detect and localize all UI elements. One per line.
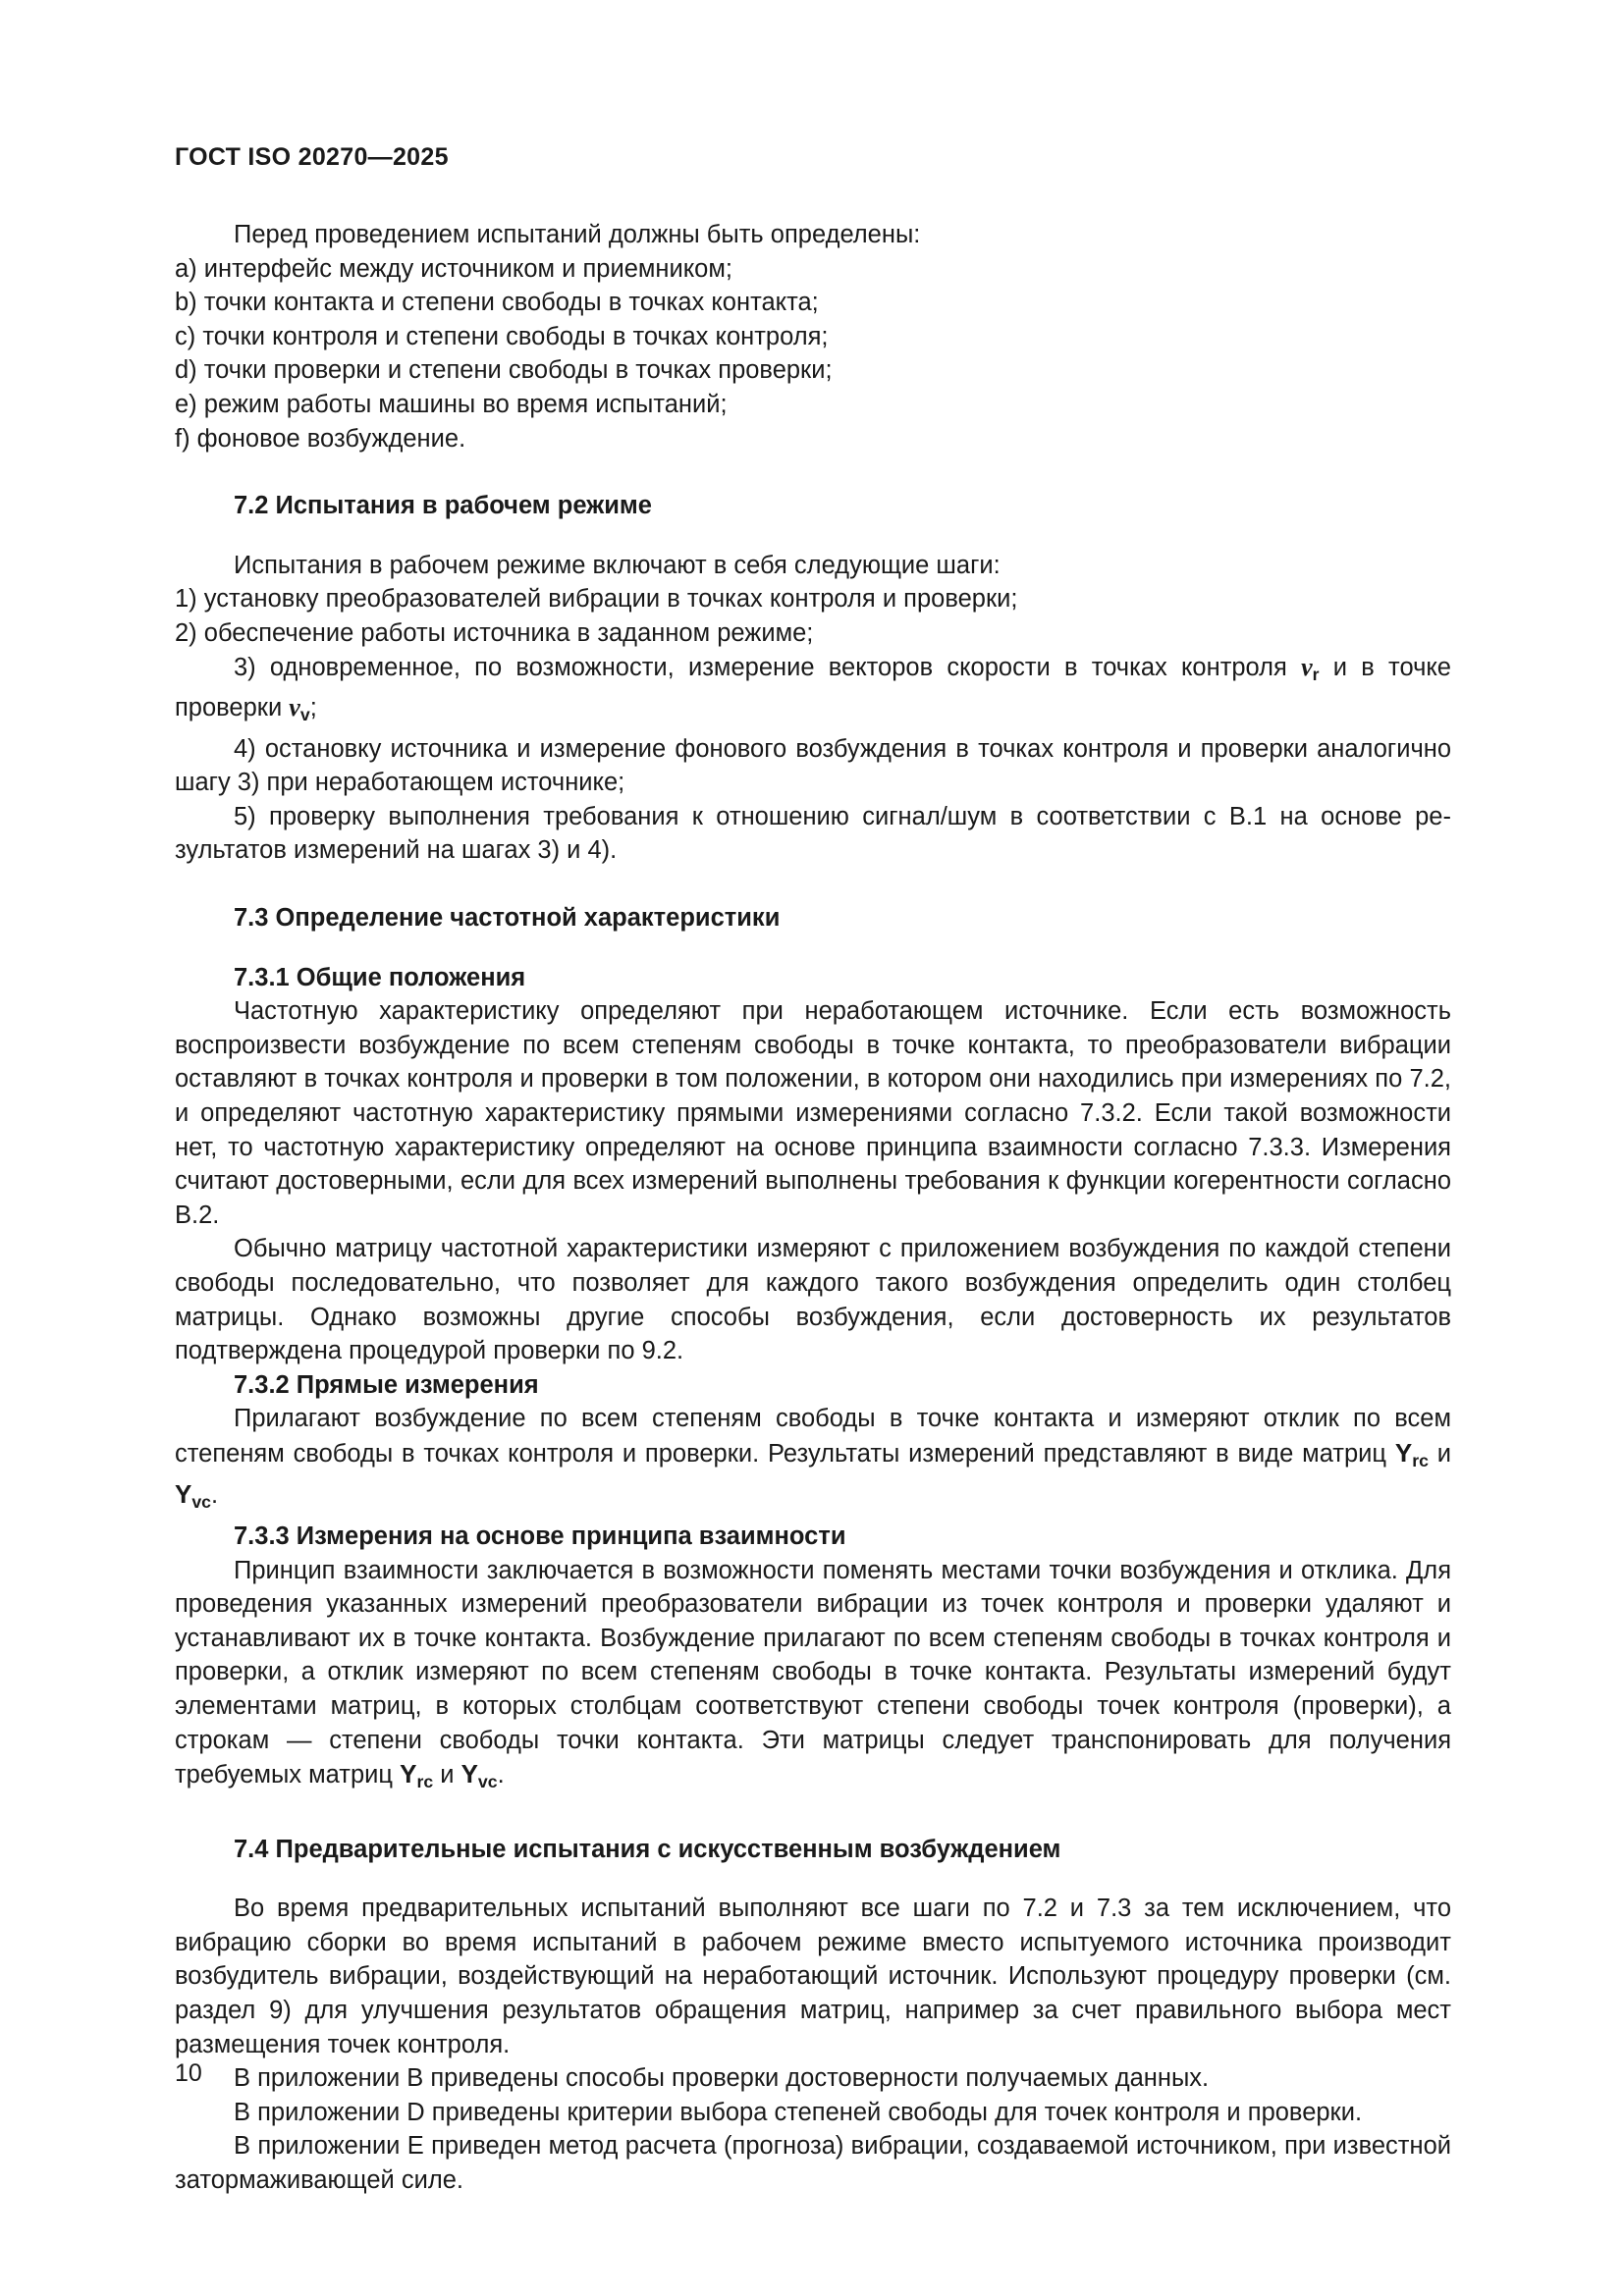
- paragraph-7-3-3: [175, 1554, 1451, 1799]
- matrix-y-rc: $Y_{rc}$: [400, 1759, 434, 1792]
- heading-7-2: 7.2 Испытания в рабочем режиме: [234, 492, 652, 520]
- paragraph-7-3-2: [175, 1402, 1451, 1520]
- sentence-period: .: [497, 1761, 505, 1789]
- list-item: f) фоновое возбуждение.: [175, 424, 466, 453]
- list-item: b) точки контакта и степени свободы в точках контакта;: [175, 289, 819, 317]
- list-item: c) точки контроля и степени свободы в точках контроля;: [175, 322, 829, 350]
- heading-7-3-1: 7.3.1 Общие положения: [234, 963, 526, 991]
- step3-text-a: 3) одновременное, по возможности, измерение векторов скорости в точках контроля: [234, 653, 1302, 681]
- heading-7-3-2: 7.3.2 Прямые измерения: [234, 1370, 539, 1399]
- intro-block: [175, 218, 1451, 455]
- step3-text-c: ;: [309, 694, 317, 722]
- running-header: ГОСТ ISO 20270—2025: [175, 143, 449, 171]
- list-item-step5: 5) проверку выполнения требования к отношению сигнал/шум в соответствии с B.1 на основе результатов измерений на шагах 3) и 4).: [175, 802, 1451, 865]
- intro-lead: Перед проведением испытаний должны быть определены:: [234, 221, 921, 248]
- paragraph-annex-d: В приложении D приведены критерии выбора степеней свободы для точек контроля и проверки.: [234, 2098, 1363, 2126]
- conjunction: и: [433, 1761, 461, 1789]
- heading-7-3: 7.3 Определение частотной характеристики: [234, 903, 781, 932]
- matrix-y-vc: $Y_{vc}$: [175, 1479, 212, 1513]
- section-7-2-steps: [175, 549, 1451, 651]
- para-7-3-3-text: Принцип взаимности заключается в возможности поменять местами точки возбуждения и отклика. Для проведения указанных измерений преобразователи вибрации из точек контроля и проверки удаляют и устанавливают их в точке контакта. Возбуждение прилагают по всем степеням свободы в точках контроля и проверки, а отклик измеряют по всем степеням свободы в точке контакта. Результаты измерений будут элементами матриц, в которых столбцам соответствуют степени свободы точек контроля (проверки), а строкам — степени свободы точки контакта. Эти матрицы следует транспонировать для получения требуемых матриц: [175, 1556, 1451, 1789]
- variable-v-r: $v_r$: [1301, 652, 1320, 684]
- sentence-period: .: [211, 1481, 219, 1510]
- variable-v-v: $v_v$: [289, 693, 310, 724]
- list-item: 1) установку преобразователей вибрации в точках контроля и проверки;: [175, 585, 1018, 614]
- matrix-y-rc: $Y_{rc}$: [1394, 1437, 1429, 1470]
- conjunction: и: [1428, 1439, 1451, 1468]
- page-number: 10: [175, 2059, 202, 2087]
- list-item-step3: [175, 651, 1451, 732]
- step3-text-b: и в точке проверки: [175, 653, 1451, 722]
- paragraph-7-3-1-a: Частотную характеристику определяют при неработающем источнике. Если есть возможность воспроизвести возбуждение по всем степеням свободы в точке контакта, то преобразователи вибрации оставляют в точках контроля и проверки в том положении, в котором они находились при измерениях по 7.2, и определяют частотную характеристику прямыми измерениями согласно 7.3.2. Если такой возможности нет, то частотную характеристику определяют на основе принципа взаимности согласно 7.3.3. Измерения считают достоверными, если для всех измерений выполнены требования к функции когерентности согласно B.2.: [175, 997, 1451, 1229]
- heading-7-4: 7.4 Предварительные испытания с искусственным возбуждением: [234, 1835, 1061, 1863]
- list-item: 2) обеспечение работы источника в заданном режиме;: [175, 618, 814, 647]
- paragraph-7-3-1-b: Обычно матрицу частотной характеристики измеряют с приложением возбуждения по каждой степени свободы последовательно, что позволяет для каждого такого возбуждения определить один столбец матрицы. Однако возможны другие способы возбуждения, если достоверность их результатов подтверждена процедурой проверки по 9.2.: [175, 1235, 1451, 1365]
- paragraph-7-4-a: Во время предварительных испытаний выполняют все шаги по 7.2 и 7.3 за тем исключением, что вибрацию сборки во время испытаний в рабочем режиме вместо испытуемого источника производит возбудитель вибрации, воздействующий на неработающий источник. Используют процедуру проверки (см. раздел 9) для улучшения результатов обращения матриц, например за счет правильного выбора мест размещения точек контроля.: [175, 1895, 1451, 2058]
- list-item-step4: 4) остановку источника и измерение фонового возбуждения в точках контроля и проверки аналогично шагу 3) при неработающем источнике;: [175, 734, 1451, 797]
- para-7-3-2-text: Прилагают возбуждение по всем степеням свободы в точке контакта и измеряют отклик по всем степеням свободы в точках контроля и проверки. Результаты измерений представляют в виде матриц: [175, 1405, 1451, 1468]
- matrix-y-vc: $Y_{vc}$: [460, 1759, 498, 1792]
- section-7-2-lead: Испытания в рабочем режиме включают в себя следующие шаги:: [234, 551, 1001, 579]
- list-item: e) режим работы машины во время испытаний;: [175, 390, 728, 418]
- list-item: a) интерфейс между источником и приемником;: [175, 254, 732, 283]
- list-item: d) точки проверки и степени свободы в точках проверки;: [175, 356, 833, 385]
- text-column: [175, 218, 1451, 2198]
- paragraph-annex-b: В приложении B приведены способы проверки достоверности получаемых данных.: [234, 2064, 1210, 2093]
- paragraph-annex-e: В приложении E приведен метод расчета (прогноза) вибрации, создаваемой источником, при известной затормаживающей силе.: [175, 2132, 1451, 2194]
- heading-7-3-3: 7.3.3 Измерения на основе принципа взаимности: [234, 1522, 846, 1550]
